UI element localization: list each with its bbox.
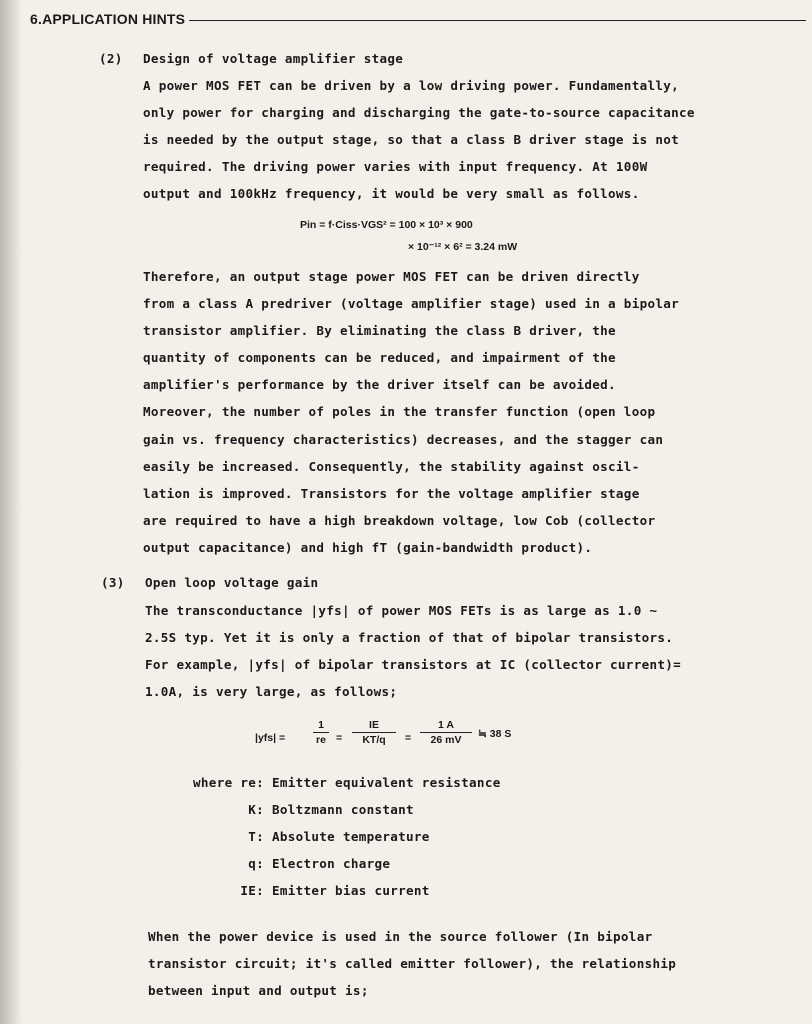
formula-equals-3: =	[405, 732, 412, 744]
fraction-3	[420, 719, 472, 746]
definition-symbol: where re:	[193, 775, 264, 790]
text-line: transistor amplifier. By eliminating the class B driver, the	[143, 323, 616, 339]
definition-row	[170, 850, 501, 877]
fraction-2-numerator: IE	[369, 719, 379, 731]
section-2-number: (2)	[99, 51, 123, 66]
formula-equals-2: =	[336, 732, 343, 744]
text-line: quantity of components can be reduced, and impairment of the	[143, 350, 616, 366]
text-line: 2.5S typ. Yet it is only a fraction of that of bipolar transistors.	[145, 630, 674, 646]
text-line: When the power device is used in the source follower (In bipolar	[148, 929, 653, 944]
text-line: Therefore, an output stage power MOS FET can be driven directly	[143, 269, 640, 284]
closing-paragraph	[148, 923, 676, 1004]
definition-symbol: IE:	[240, 883, 264, 898]
section-header	[30, 9, 806, 29]
text-line: For example, |yfs| of bipolar transistors at IC (collector current)=	[145, 657, 681, 673]
definitions-list	[170, 769, 501, 904]
fraction-1	[313, 719, 329, 746]
text-line: A power MOS FET can be driven by a low driving power. Fundamentally,	[143, 78, 679, 93]
fraction-3-denominator: 26 mV	[430, 734, 462, 746]
section-2-paragraph-2	[143, 263, 679, 561]
text-line: gain vs. frequency characteristics) decreases, and the stagger can	[143, 431, 664, 447]
fraction-1-denominator: re	[316, 734, 326, 746]
equation-line-2: × 10⁻¹² × 6² = 3.24 mW	[408, 241, 518, 253]
fraction-2-bar	[352, 732, 396, 733]
definition-text: Electron charge	[272, 856, 391, 871]
fraction-2-denominator: KT/q	[362, 734, 386, 746]
text-line: required. The driving power varies with input frequency. At 100W	[143, 159, 648, 175]
text-line: Moreover, the number of poles in the transfer function (open loop	[143, 404, 656, 420]
fraction-1-numerator: 1	[318, 719, 324, 731]
binding-shadow	[0, 0, 22, 1024]
fraction-2	[352, 719, 396, 746]
section-2-paragraph-1	[143, 72, 695, 207]
definition-symbol: q:	[248, 856, 264, 871]
definition-text: Emitter bias current	[272, 883, 430, 898]
page-title: 6.APPLICATION HINTS	[30, 11, 186, 27]
definition-row	[170, 769, 501, 796]
definition-symbol: T:	[248, 829, 264, 844]
text-line: 1.0A, is very large, as follows;	[145, 684, 398, 700]
definition-text: Absolute temperature	[272, 829, 430, 844]
section-3-number: (3)	[101, 575, 125, 590]
definition-text: Emitter equivalent resistance	[272, 775, 501, 790]
text-line: from a class A predriver (voltage amplifier stage) used in a bipolar	[143, 296, 679, 312]
fraction-3-numerator: 1 A	[438, 719, 454, 731]
section-3-paragraph	[145, 597, 681, 705]
text-line: The transconductance |yfs| of power MOS FETs is as large as 1.0 ~	[145, 603, 658, 618]
text-line: only power for charging and discharging the gate-to-source capacitance	[143, 105, 695, 121]
fraction-1-bar	[313, 732, 329, 733]
text-line: is needed by the output stage, so that a class B driver stage is not	[143, 132, 679, 148]
definition-row	[170, 796, 501, 823]
formula-lhs: |yfs| =	[255, 732, 286, 744]
section-3-heading: Open loop voltage gain	[145, 575, 319, 590]
formula-result: ≒ 38 S	[478, 728, 512, 740]
text-line: amplifier's performance by the driver itself can be avoided.	[143, 377, 616, 393]
header-rule	[189, 20, 806, 21]
definition-symbol: K:	[248, 802, 264, 817]
text-line: output capacitance) and high fT (gain-bandwidth product).	[143, 539, 593, 555]
text-line: lation is improved. Transistors for the voltage amplifier stage	[143, 485, 640, 501]
fraction-3-bar	[420, 732, 472, 733]
text-line: transistor circuit; it's called emitter follower), the relationship	[148, 956, 677, 972]
definition-row	[170, 823, 501, 850]
definition-row	[170, 877, 501, 904]
text-line: between input and output is;	[148, 983, 369, 999]
section-2-heading: Design of voltage amplifier stage	[143, 51, 404, 66]
text-line: are required to have a high breakdown voltage, low Cob (collector	[143, 512, 656, 528]
definition-text: Boltzmann constant	[272, 802, 414, 817]
text-line: easily be increased. Consequently, the stability against oscil-	[143, 458, 640, 474]
equation-line-1: Pin = f·Ciss·VGS² = 100 × 10³ × 900	[300, 219, 473, 231]
text-line: output and 100kHz frequency, it would be very small as follows.	[143, 186, 640, 202]
